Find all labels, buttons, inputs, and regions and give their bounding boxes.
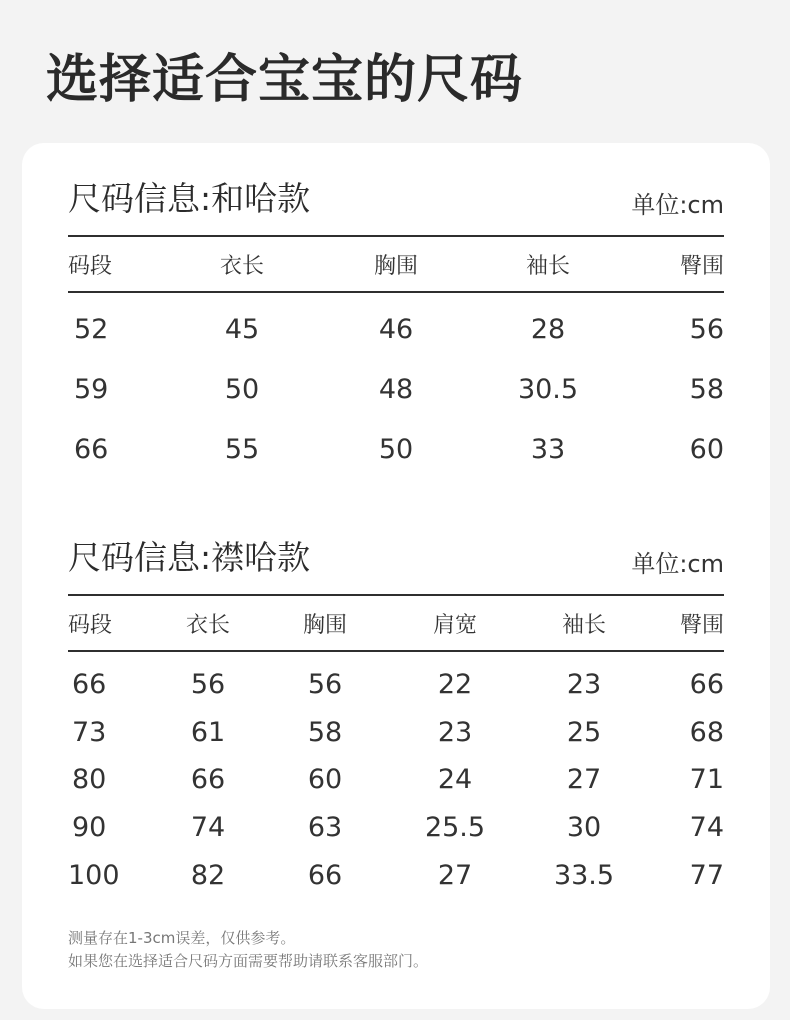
footnote-line: 如果您在选择适合尺码方面需要帮助请联系客服部门。 <box>68 952 429 970</box>
size-table-jinhakuan <box>68 534 724 899</box>
column-header-row <box>68 596 724 650</box>
table-row <box>68 661 724 709</box>
table-cell: 45 <box>224 313 260 345</box>
table-row <box>68 359 724 419</box>
table-cell: 33 <box>530 433 566 465</box>
column-header: 码段 <box>68 253 113 279</box>
table-cell: 24 <box>437 764 473 796</box>
table-cell: 52 <box>74 313 109 345</box>
table-cell: 74 <box>689 812 724 844</box>
table-row <box>68 851 724 899</box>
table-header-bar <box>68 175 724 235</box>
table-cell: 60 <box>307 764 343 796</box>
table-cell: 56 <box>307 669 343 701</box>
table-cell: 56 <box>190 669 226 701</box>
table-cell: 30.5 <box>517 373 579 405</box>
table-cell: 23 <box>437 716 473 748</box>
footnote-line: 测量存在1-3cm误差，仅供参考。 <box>68 929 296 947</box>
table-cell: 33.5 <box>553 859 615 891</box>
column-header: 臀围 <box>679 612 724 638</box>
table-cell: 77 <box>689 859 724 891</box>
column-header: 肩宽 <box>432 612 477 638</box>
table-cell: 73 <box>72 716 107 748</box>
unit-label: 单位:cm <box>631 191 724 219</box>
table-cell: 56 <box>689 313 724 345</box>
column-header-row <box>68 237 724 291</box>
table-cell: 74 <box>190 812 226 844</box>
table-cell: 23 <box>566 669 602 701</box>
column-header: 衣长 <box>219 253 264 279</box>
table-cell: 59 <box>74 373 109 405</box>
table-cell: 55 <box>224 433 260 465</box>
table-cell: 25.5 <box>424 812 486 844</box>
table-cell: 50 <box>224 373 260 405</box>
table-cell: 68 <box>689 716 724 748</box>
size-chart-card <box>22 143 770 1009</box>
column-header: 袖长 <box>561 612 606 638</box>
table-cell: 63 <box>307 812 343 844</box>
table-cell: 66 <box>190 764 226 796</box>
column-header: 衣长 <box>185 612 230 638</box>
table-cell: 60 <box>689 433 724 465</box>
table-cell: 58 <box>307 716 343 748</box>
table-cell: 80 <box>72 764 107 796</box>
page-title: 选择适合宝宝的尺码 <box>46 50 524 110</box>
column-header: 臀围 <box>679 253 724 279</box>
table-title: 尺码信息:和哈款 <box>68 179 311 218</box>
table-cell: 28 <box>530 313 566 345</box>
table-title: 尺码信息:襟哈款 <box>68 538 311 577</box>
table-cell: 66 <box>307 859 343 891</box>
table-cell: 30 <box>566 812 602 844</box>
table-cell: 50 <box>378 433 414 465</box>
table-cell: 27 <box>437 859 473 891</box>
table-cell: 61 <box>190 716 226 748</box>
table-cell: 66 <box>689 669 724 701</box>
column-header: 胸围 <box>302 612 347 638</box>
table-cell: 46 <box>378 313 414 345</box>
table-cell: 58 <box>689 373 724 405</box>
unit-label: 单位:cm <box>631 550 724 578</box>
table-cell: 27 <box>566 764 602 796</box>
size-table-hehakuan <box>68 175 724 479</box>
table-cell: 90 <box>72 812 107 844</box>
table-row <box>68 299 724 359</box>
table-cell: 71 <box>689 764 724 796</box>
table-cell: 82 <box>190 859 226 891</box>
table-cell: 100 <box>68 859 120 891</box>
table-row <box>68 756 724 804</box>
column-header: 码段 <box>68 612 113 638</box>
footnote <box>68 927 428 973</box>
table-cell: 66 <box>72 669 107 701</box>
column-header: 袖长 <box>525 253 570 279</box>
table-header-bar <box>68 534 724 594</box>
table-cell: 66 <box>74 433 109 465</box>
table-cell: 48 <box>378 373 414 405</box>
table-row <box>68 419 724 479</box>
table-row <box>68 804 724 852</box>
table-cell: 22 <box>437 669 473 701</box>
table-row <box>68 709 724 757</box>
column-header: 胸围 <box>373 253 418 279</box>
table-cell: 25 <box>566 716 602 748</box>
